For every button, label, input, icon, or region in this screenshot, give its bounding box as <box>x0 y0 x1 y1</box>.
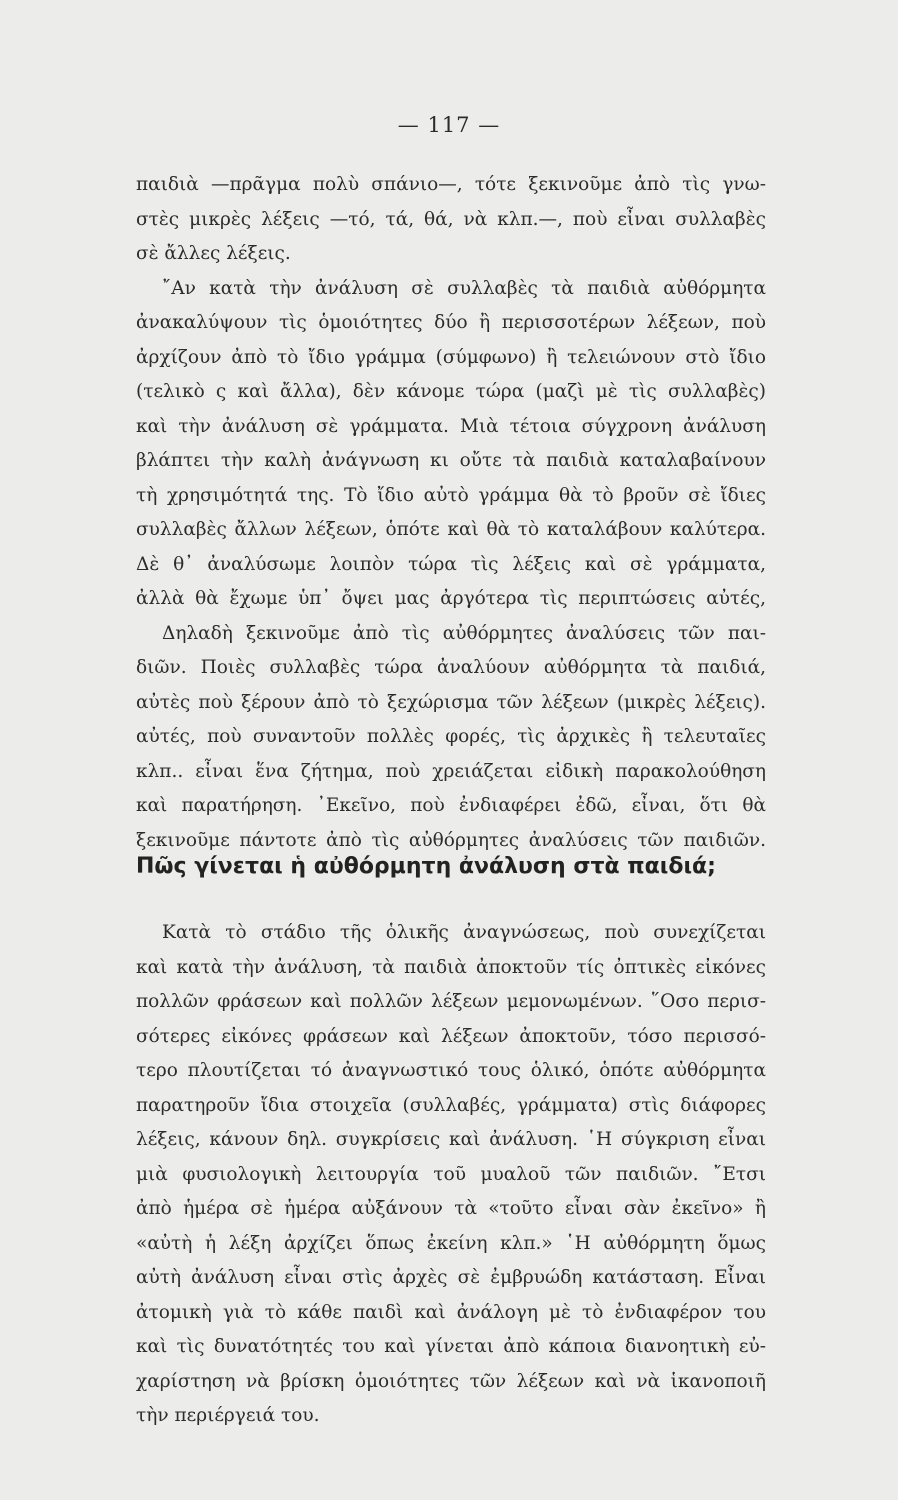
text-line: σὲ ἄλλες λέξεις. <box>136 243 291 264</box>
page-number: — 117 — <box>397 113 501 137</box>
text-line: καὶ κατὰ τὴν ἀνάλυση, τὰ παιδιὰ ἀποκτοῦν τίς ὀπτικὲς εἰκόνες <box>136 956 766 978</box>
text-line: ῎Αν κατὰ τὴν ἀνάλυση σὲ συλλαβὲς τὰ παιδιὰ αὐθόρμητα <box>162 277 766 299</box>
text-line: Δηλαδὴ ξεκινοῦμε ἀπὸ τὶς αὐθόρμητες ἀναλύσεις τῶν παι- <box>162 622 766 644</box>
text-line: ἀρχίζουν ἀπὸ τὸ ἴδιο γράμμα (σύμφωνο) ἢ τελειώνουν στὸ ἴδιο <box>136 346 766 368</box>
text-line: παρατηροῦν ἴδια στοιχεῖα (συλλαβές, γράμματα) στὶς διάφορες <box>136 1094 766 1116</box>
text-line: (τελικὸ ς καὶ ἄλλα), δὲν κάνομε τώρα (μαζὶ μὲ τὶς συλλαβὲς) <box>136 381 766 402</box>
text-line: ἀνακαλύψουν τὶς ὁμοιότητες δύο ἢ περισσοτέρων λέξεων, ποὺ <box>136 312 766 333</box>
text-line: κλπ.. εἶναι ἕνα ζήτημα, ποὺ χρειάζεται εἰδικὴ παρακολούθηση <box>136 760 766 782</box>
text-line: ἀλλὰ θὰ ἔχωμε ὑπ᾿ ὄψει μας ἀργότερα τὶς περιπτώσεις αὐτές, <box>136 588 766 609</box>
text-line: παιδιὰ —πρᾶγμα πολὺ σπάνιο—, τότε ξεκινοῦμε ἀπὸ τὶς γνω- <box>136 174 766 195</box>
text-line: αὐτές, ποὺ συναντοῦν πολλὲς φορές, τὶς ἀρχικὲς ἢ τελευταῖες <box>136 726 766 747</box>
text-line: λέξεις, κάνουν δηλ. συγκρίσεις καὶ ἀνάλυση. ῾Η σύγκριση εἶναι <box>136 1129 766 1150</box>
text-line: σότερες εἰκόνες φράσεων καὶ λέξεων ἀποκτοῦν, τόσο περισσό- <box>136 1025 766 1047</box>
text-line: ξεκινοῦμε πάντοτε ἀπὸ τὶς αὐθόρμητες ἀναλύσεις τῶν παιδιῶν. <box>136 829 766 851</box>
text-line: Δὲ θ᾿ ἀναλύσωμε λοιπὸν τώρα τὶς λέξεις καὶ σὲ γράμματα, <box>136 553 766 575</box>
text-line: καὶ παρατήρηση. ᾿Εκεῖνο, ποὺ ἐνδιαφέρει ἐδῶ, εἶναι, ὅτι θὰ <box>136 795 766 816</box>
text-line: μιὰ φυσιολογικὴ λειτουργία τοῦ μυαλοῦ τῶν παιδιῶν. ῎Ετσι <box>136 1163 766 1185</box>
text-line: χαρίστηση νὰ βρίσκη ὁμοιότητες τῶν λέξεων καὶ νὰ ἱκανοποιῆ <box>136 1370 766 1392</box>
text-line: ἀπὸ ἡμέρα σὲ ἡμέρα αὐξάνουν τὰ «τοῦτο εἶναι σὰν ἐκεῖνο» ἢ <box>136 1198 766 1219</box>
text-line: αὐτὲς ποὺ ξέρουν ἀπὸ τὸ ξεχώρισμα τῶν λέξεων (μικρὲς λέξεις). <box>136 691 766 713</box>
text-line: καὶ τὶς δυνατότητές του καὶ γίνεται ἀπὸ κάποια διανοητικὴ εὐ- <box>136 1336 766 1357</box>
text-line: τὴ χρησιμότητά της. Τὸ ἴδιο αὐτὸ γράμμα θὰ τὸ βροῦν σὲ ἴδιες <box>136 484 766 506</box>
text-line: ἀτομικὴ γιὰ τὸ κάθε παιδὶ καὶ ἀνάλογη μὲ τὸ ἐνδιαφέρον του <box>136 1301 766 1323</box>
text-line: καὶ τὴν ἀνάλυση σὲ γράμματα. Μιὰ τέτοια σύγχρονη ἀνάλυση <box>136 415 766 437</box>
text-line: «αὐτὴ ἡ λέξη ἀρχίζει ὅπως ἐκείνη κλπ.» ῾Η αὐθόρμητη ὅμως <box>136 1232 766 1254</box>
text-line: αὐτὴ ἀνάλυση εἶναι στὶς ἀρχὲς σὲ ἐμβρυώδη κατάσταση. Εἶναι <box>136 1267 766 1288</box>
text-line: βλάπτει τὴν καλὴ ἀνάγνωση κι οὔτε τὰ παιδιὰ καταλαβαίνουν <box>136 450 766 471</box>
text-line: Κατὰ τὸ στάδιο τῆς ὁλικῆς ἀναγνώσεως, ποὺ συνεχίζεται <box>162 922 766 943</box>
paragraph-block-2 <box>136 916 766 1434</box>
paragraph-block-1 <box>136 168 766 858</box>
section-heading: Πῶς γίνεται ἡ αὐθόρμητη ἀνάλυση στὰ παιδιά; <box>136 854 716 879</box>
text-line: τερο πλουτίζεται τό ἀναγνωστικό τους ὁλικό, ὁπότε αὐθόρμητα <box>136 1060 766 1081</box>
text-line: πολλῶν φράσεων καὶ πολλῶν λέξεων μεμονωμένων. ῞Οσο περισ- <box>136 991 766 1012</box>
text-line: στὲς μικρὲς λέξεις —τό, τά, θά, νὰ κλπ.—, ποὺ εἶναι συλλαβὲς <box>136 208 766 230</box>
text-line: συλλαβὲς ἄλλων λέξεων, ὁπότε καὶ θὰ τὸ καταλάβουν καλύτερα. <box>136 519 766 540</box>
text-line: διῶν. Ποιὲς συλλαβὲς τώρα ἀναλύουν αὐθόρμητα τὰ παιδιά, <box>136 657 766 678</box>
text-line: τὴν περιέργειά του. <box>136 1405 320 1426</box>
